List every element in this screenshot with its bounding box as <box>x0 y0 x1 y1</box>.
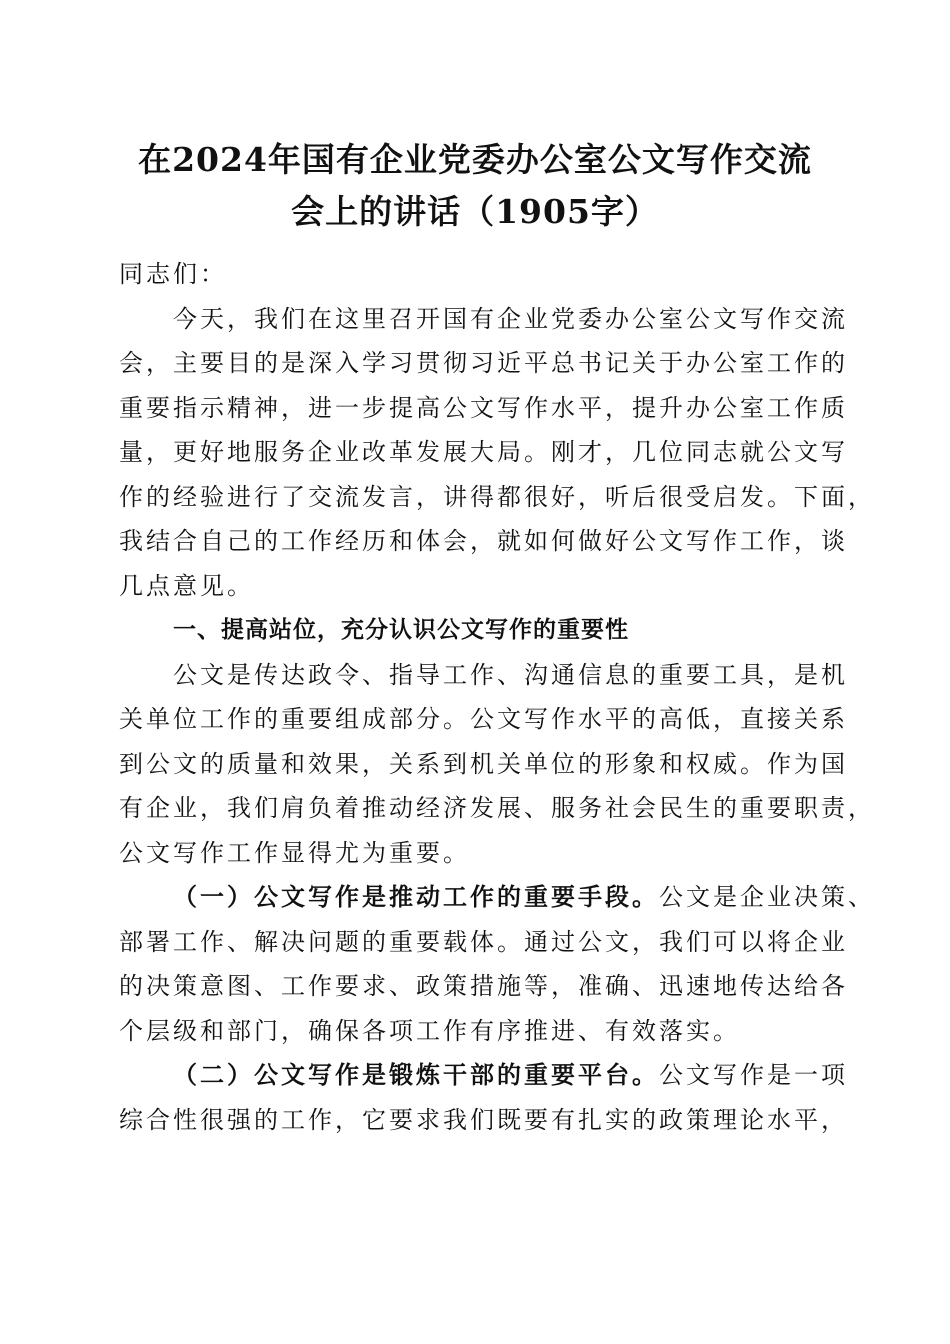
paragraph-2-line: 到公文的质量和效果，关系到机关单位的形象和权威。作为国 <box>119 749 848 778</box>
salutation: 同志们： <box>119 260 227 288</box>
subsection-2-first-line <box>119 1053 848 1098</box>
paragraph-1-line: 作的经验进行了交流发言，讲得都很好，听后很受启发。下面， <box>119 482 875 511</box>
document-body <box>119 252 875 1142</box>
subsection-2-rest: 公文写作是一项 <box>659 1061 848 1089</box>
paragraph-1-line: 量，更好地服务企业改革发展大局。刚才，几位同志就公文写 <box>119 438 848 466</box>
section-heading-1: 一、提高站位，充分认识公文写作的重要性 <box>173 617 629 643</box>
paragraph-2-line: 公文写作工作显得尤为重要。 <box>119 838 470 867</box>
paragraph-1-line: 今天，我们在这里召开国有企业党委办公室公文写作交流 <box>173 304 848 333</box>
title-line-1: 在2024年国有企业党委办公室公文写作交流 <box>138 140 812 179</box>
subsection-2-lead: （二）公文写作是锻炼干部的重要平台。 <box>173 1060 659 1089</box>
paragraph-1-line: 我结合自己的工作经历和体会，就如何做好公文写作工作，谈 <box>119 527 848 555</box>
paragraph-2-line: 关单位工作的重要组成部分。公文写作水平的高低，直接关系 <box>119 705 848 733</box>
paragraph-2-line: 公文是传达政令、指导工作、沟通信息的重要工具，是机 <box>173 660 848 689</box>
document-title <box>100 134 850 238</box>
paragraph-1-line: 重要指示精神，进一步提高公文写作水平，提升办公室工作质 <box>119 393 848 422</box>
paragraph-1-line: 几点意见。 <box>119 571 254 600</box>
subsection-1-lead: （一）公文写作是推动工作的重要手段。 <box>173 882 659 911</box>
subsection-1-line: 个层级和部门，确保各项工作有序推进、有效落实。 <box>119 1016 740 1045</box>
subsection-1-line: 部署工作、解决问题的重要载体。通过公文，我们可以将企业 <box>119 927 848 956</box>
subsection-1-line: 的决策意图、工作要求、政策措施等，准确、迅速地传达给各 <box>119 972 848 1000</box>
subsection-1-first-line <box>119 875 875 920</box>
paragraph-2-line: 有企业，我们肩负着推动经济发展、服务社会民生的重要职责， <box>119 794 875 822</box>
paragraph-1-line: 会，主要目的是深入学习贯彻习近平总书记关于办公室工作的 <box>119 349 848 377</box>
title-line-2: 会上的讲话（1905字） <box>291 192 659 231</box>
subsection-2-line: 综合性很强的工作，它要求我们既要有扎实的政策理论水平， <box>119 1105 848 1134</box>
subsection-1-rest: 公文是企业决策、 <box>659 883 875 911</box>
